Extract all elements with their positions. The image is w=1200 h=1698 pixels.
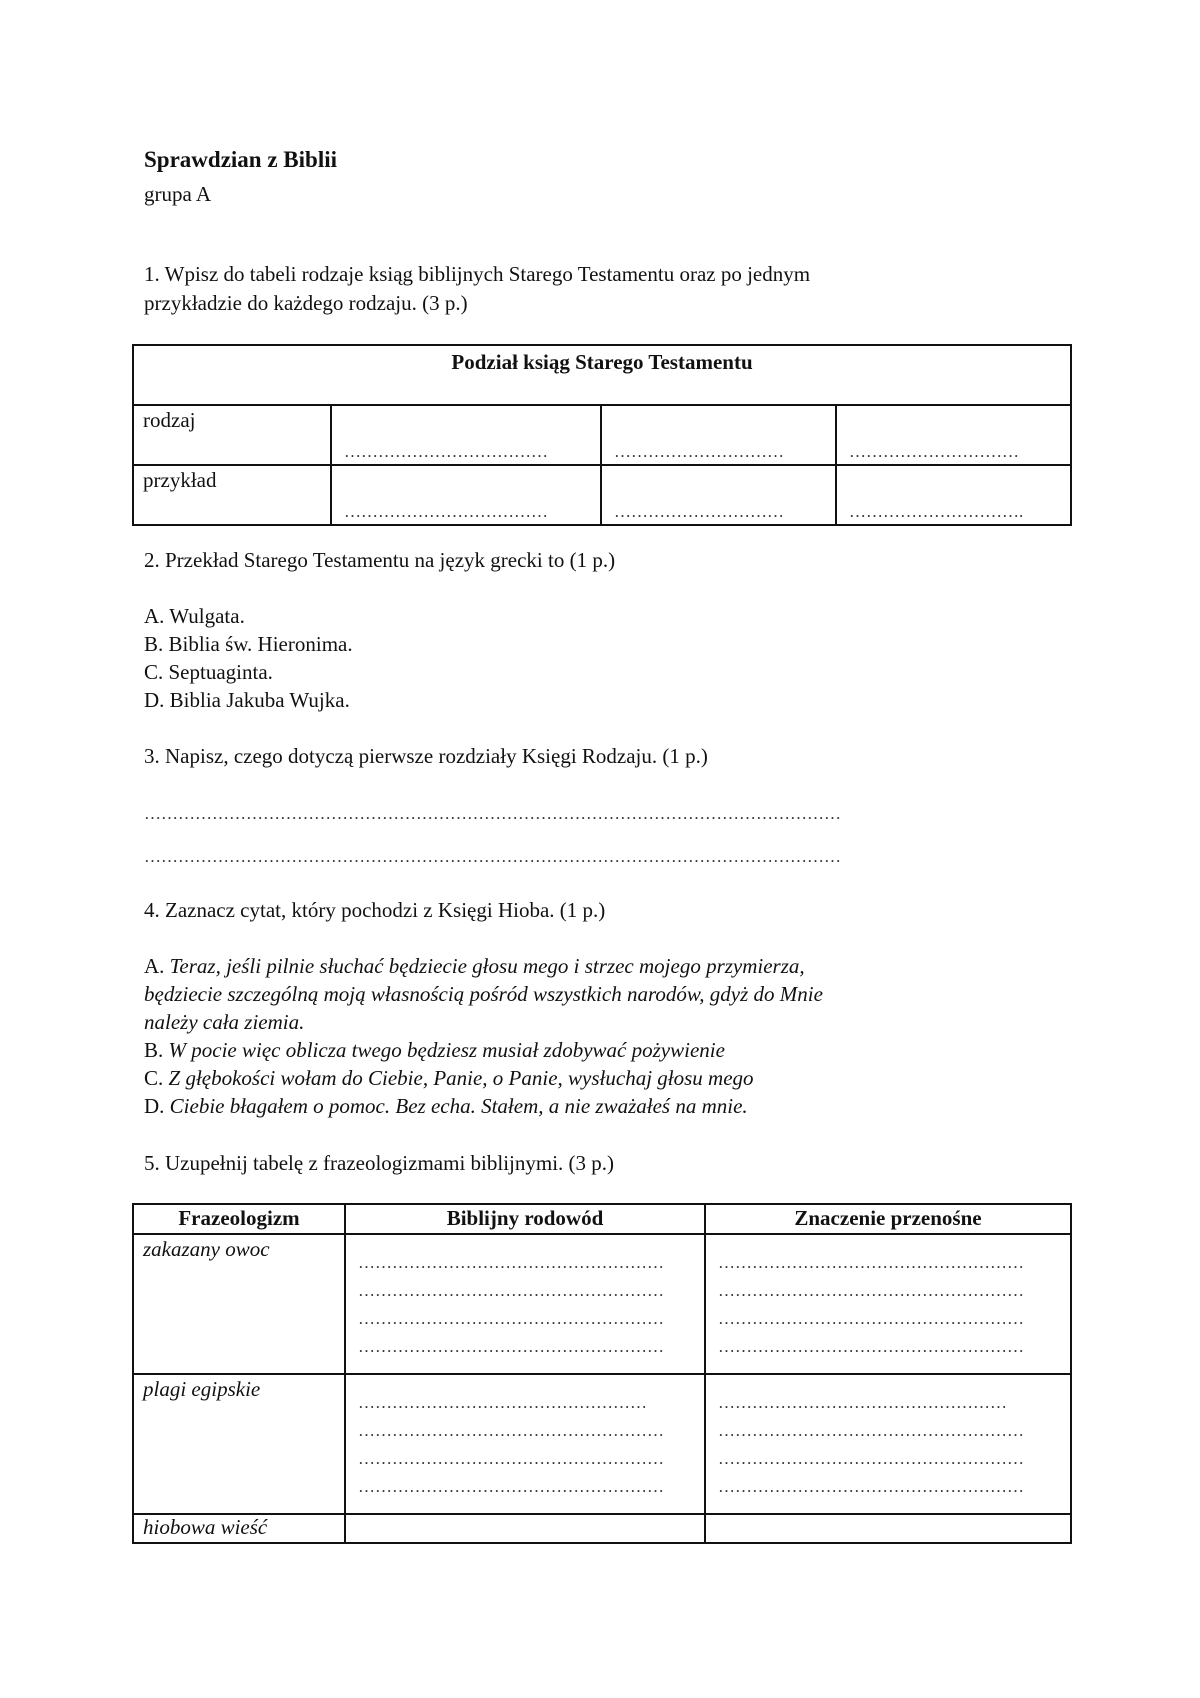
answer-dots: …………………………. bbox=[849, 502, 1024, 521]
q5-row-label: plagi egipskie bbox=[133, 1374, 345, 1514]
q1-table-header: Podział ksiąg Starego Testamentu bbox=[133, 345, 1071, 405]
q1-answer-cell[interactable] bbox=[601, 405, 836, 465]
q2-option-c[interactable]: C. Septuaginta. bbox=[144, 660, 273, 684]
q1-answer-cell[interactable] bbox=[331, 405, 601, 465]
answer-dots: …………………………………………… bbox=[358, 1393, 647, 1412]
q1-answer-cell[interactable] bbox=[836, 405, 1071, 465]
answer-dots: ……………………………… bbox=[344, 442, 548, 461]
q4-option-b-prefix: B. bbox=[144, 1038, 169, 1062]
answer-dots: ……………………………………………… bbox=[718, 1281, 1024, 1300]
q4-option-d[interactable] bbox=[144, 1092, 748, 1120]
q5-header-rodowod: Biblijny rodowód bbox=[345, 1204, 705, 1234]
q5-answer-cell[interactable] bbox=[705, 1234, 1071, 1374]
q1-row-label-przyklad: przykład bbox=[133, 465, 331, 525]
q5-answer-cell[interactable] bbox=[705, 1374, 1071, 1514]
q3-answer-line-2[interactable]: …………………………………………………………………………………………………………… bbox=[144, 847, 841, 866]
answer-dots: ……………………………………………… bbox=[358, 1421, 664, 1440]
answer-dots: ……………………………………………… bbox=[718, 1449, 1024, 1468]
q4-option-d-text: Ciebie błagałem o pomoc. Bez echa. Stałem, a nie zważałeś na mnie. bbox=[169, 1094, 748, 1118]
q5-answer-cell[interactable] bbox=[345, 1374, 705, 1514]
answer-dots: ……………………………………………… bbox=[358, 1449, 664, 1468]
answer-dots: ………………………… bbox=[614, 442, 784, 461]
group-label: grupa A bbox=[144, 182, 212, 206]
answer-dots: ……………………………………………… bbox=[718, 1421, 1024, 1440]
q1-answer-cell[interactable] bbox=[601, 465, 836, 525]
q4-option-a-prefix: A. bbox=[144, 954, 170, 978]
q5-header-frazeologizm: Frazeologizm bbox=[133, 1204, 345, 1234]
q5-answer-cell[interactable] bbox=[345, 1514, 705, 1543]
q4-option-c-prefix: C. bbox=[144, 1066, 169, 1090]
answer-dots: ……………………………………………… bbox=[358, 1281, 664, 1300]
answer-dots: ……………………………………………… bbox=[358, 1253, 664, 1272]
q5-row-label: zakazany owoc bbox=[133, 1234, 345, 1374]
q4-option-a-line3: należy cała ziemia. bbox=[144, 1010, 305, 1034]
q4-option-b-text: W pocie więc oblicza twego będziesz musiał zdobywać pożywienie bbox=[168, 1038, 725, 1062]
q1-table bbox=[132, 344, 1072, 526]
q4-option-a[interactable] bbox=[144, 952, 805, 980]
q4-option-a-line1: Teraz, jeśli pilnie słuchać będziecie głosu mego i strzec mojego przymierza, bbox=[169, 954, 805, 978]
q5-row-label: hiobowa wieść bbox=[133, 1514, 345, 1543]
answer-dots: ……………………………………………… bbox=[358, 1477, 664, 1496]
answer-dots: ……………………………………………… bbox=[718, 1337, 1024, 1356]
answer-dots: ………………………… bbox=[849, 442, 1019, 461]
q4-text: 4. Zaznacz cytat, który pochodzi z Księgi Hioba. (1 p.) bbox=[144, 898, 606, 922]
q1-answer-cell[interactable] bbox=[836, 465, 1071, 525]
q4-option-d-prefix: D. bbox=[144, 1094, 170, 1118]
q1-text-line1: 1. Wpisz do tabeli rodzaje ksiąg biblijnych Starego Testamentu oraz po jednym bbox=[144, 262, 811, 286]
answer-dots: ……………………………………………… bbox=[718, 1253, 1024, 1272]
q5-table bbox=[132, 1203, 1072, 1544]
answer-dots: ……………………………………………… bbox=[718, 1477, 1024, 1496]
q2-option-b[interactable]: B. Biblia św. Hieronima. bbox=[144, 632, 353, 656]
q3-text: 3. Napisz, czego dotyczą pierwsze rozdziały Księgi Rodzaju. (1 p.) bbox=[144, 744, 708, 768]
answer-dots: ……………………………………………… bbox=[358, 1309, 664, 1328]
answer-dots: …………………………………………… bbox=[718, 1393, 1007, 1412]
q1-row-label-rodzaj: rodzaj bbox=[133, 405, 331, 465]
q2-option-d[interactable]: D. Biblia Jakuba Wujka. bbox=[144, 688, 350, 712]
q4-option-b[interactable] bbox=[144, 1036, 725, 1064]
q4-option-c-text: Z głębokości wołam do Ciebie, Panie, o Panie, wysłuchaj głosu mego bbox=[168, 1066, 754, 1090]
q3-answer-line-1[interactable]: …………………………………………………………………………………………………………… bbox=[144, 804, 841, 823]
page-title: Sprawdzian z Biblii bbox=[144, 147, 337, 172]
q2-option-a[interactable]: A. Wulgata. bbox=[144, 604, 245, 628]
q4-option-a-line2: będziecie szczególną moją własnością pośród wszystkich narodów, gdyż do Mnie bbox=[144, 982, 823, 1006]
answer-dots: ……………………………… bbox=[344, 502, 548, 521]
q5-header-znaczenie: Znaczenie przenośne bbox=[705, 1204, 1071, 1234]
answer-dots: ……………………………………………… bbox=[718, 1309, 1024, 1328]
q2-text: 2. Przekład Starego Testamentu na język grecki to (1 p.) bbox=[144, 548, 616, 572]
q1-answer-cell[interactable] bbox=[331, 465, 601, 525]
answer-dots: ……………………………………………… bbox=[358, 1337, 664, 1356]
q5-text: 5. Uzupełnij tabelę z frazeologizmami biblijnymi. (3 p.) bbox=[144, 1151, 615, 1175]
q1-text-line2: przykładzie do każdego rodzaju. (3 p.) bbox=[144, 291, 468, 315]
answer-dots: ………………………… bbox=[614, 502, 784, 521]
q5-answer-cell[interactable] bbox=[705, 1514, 1071, 1543]
q4-option-c[interactable] bbox=[144, 1064, 754, 1092]
q5-answer-cell[interactable] bbox=[345, 1234, 705, 1374]
